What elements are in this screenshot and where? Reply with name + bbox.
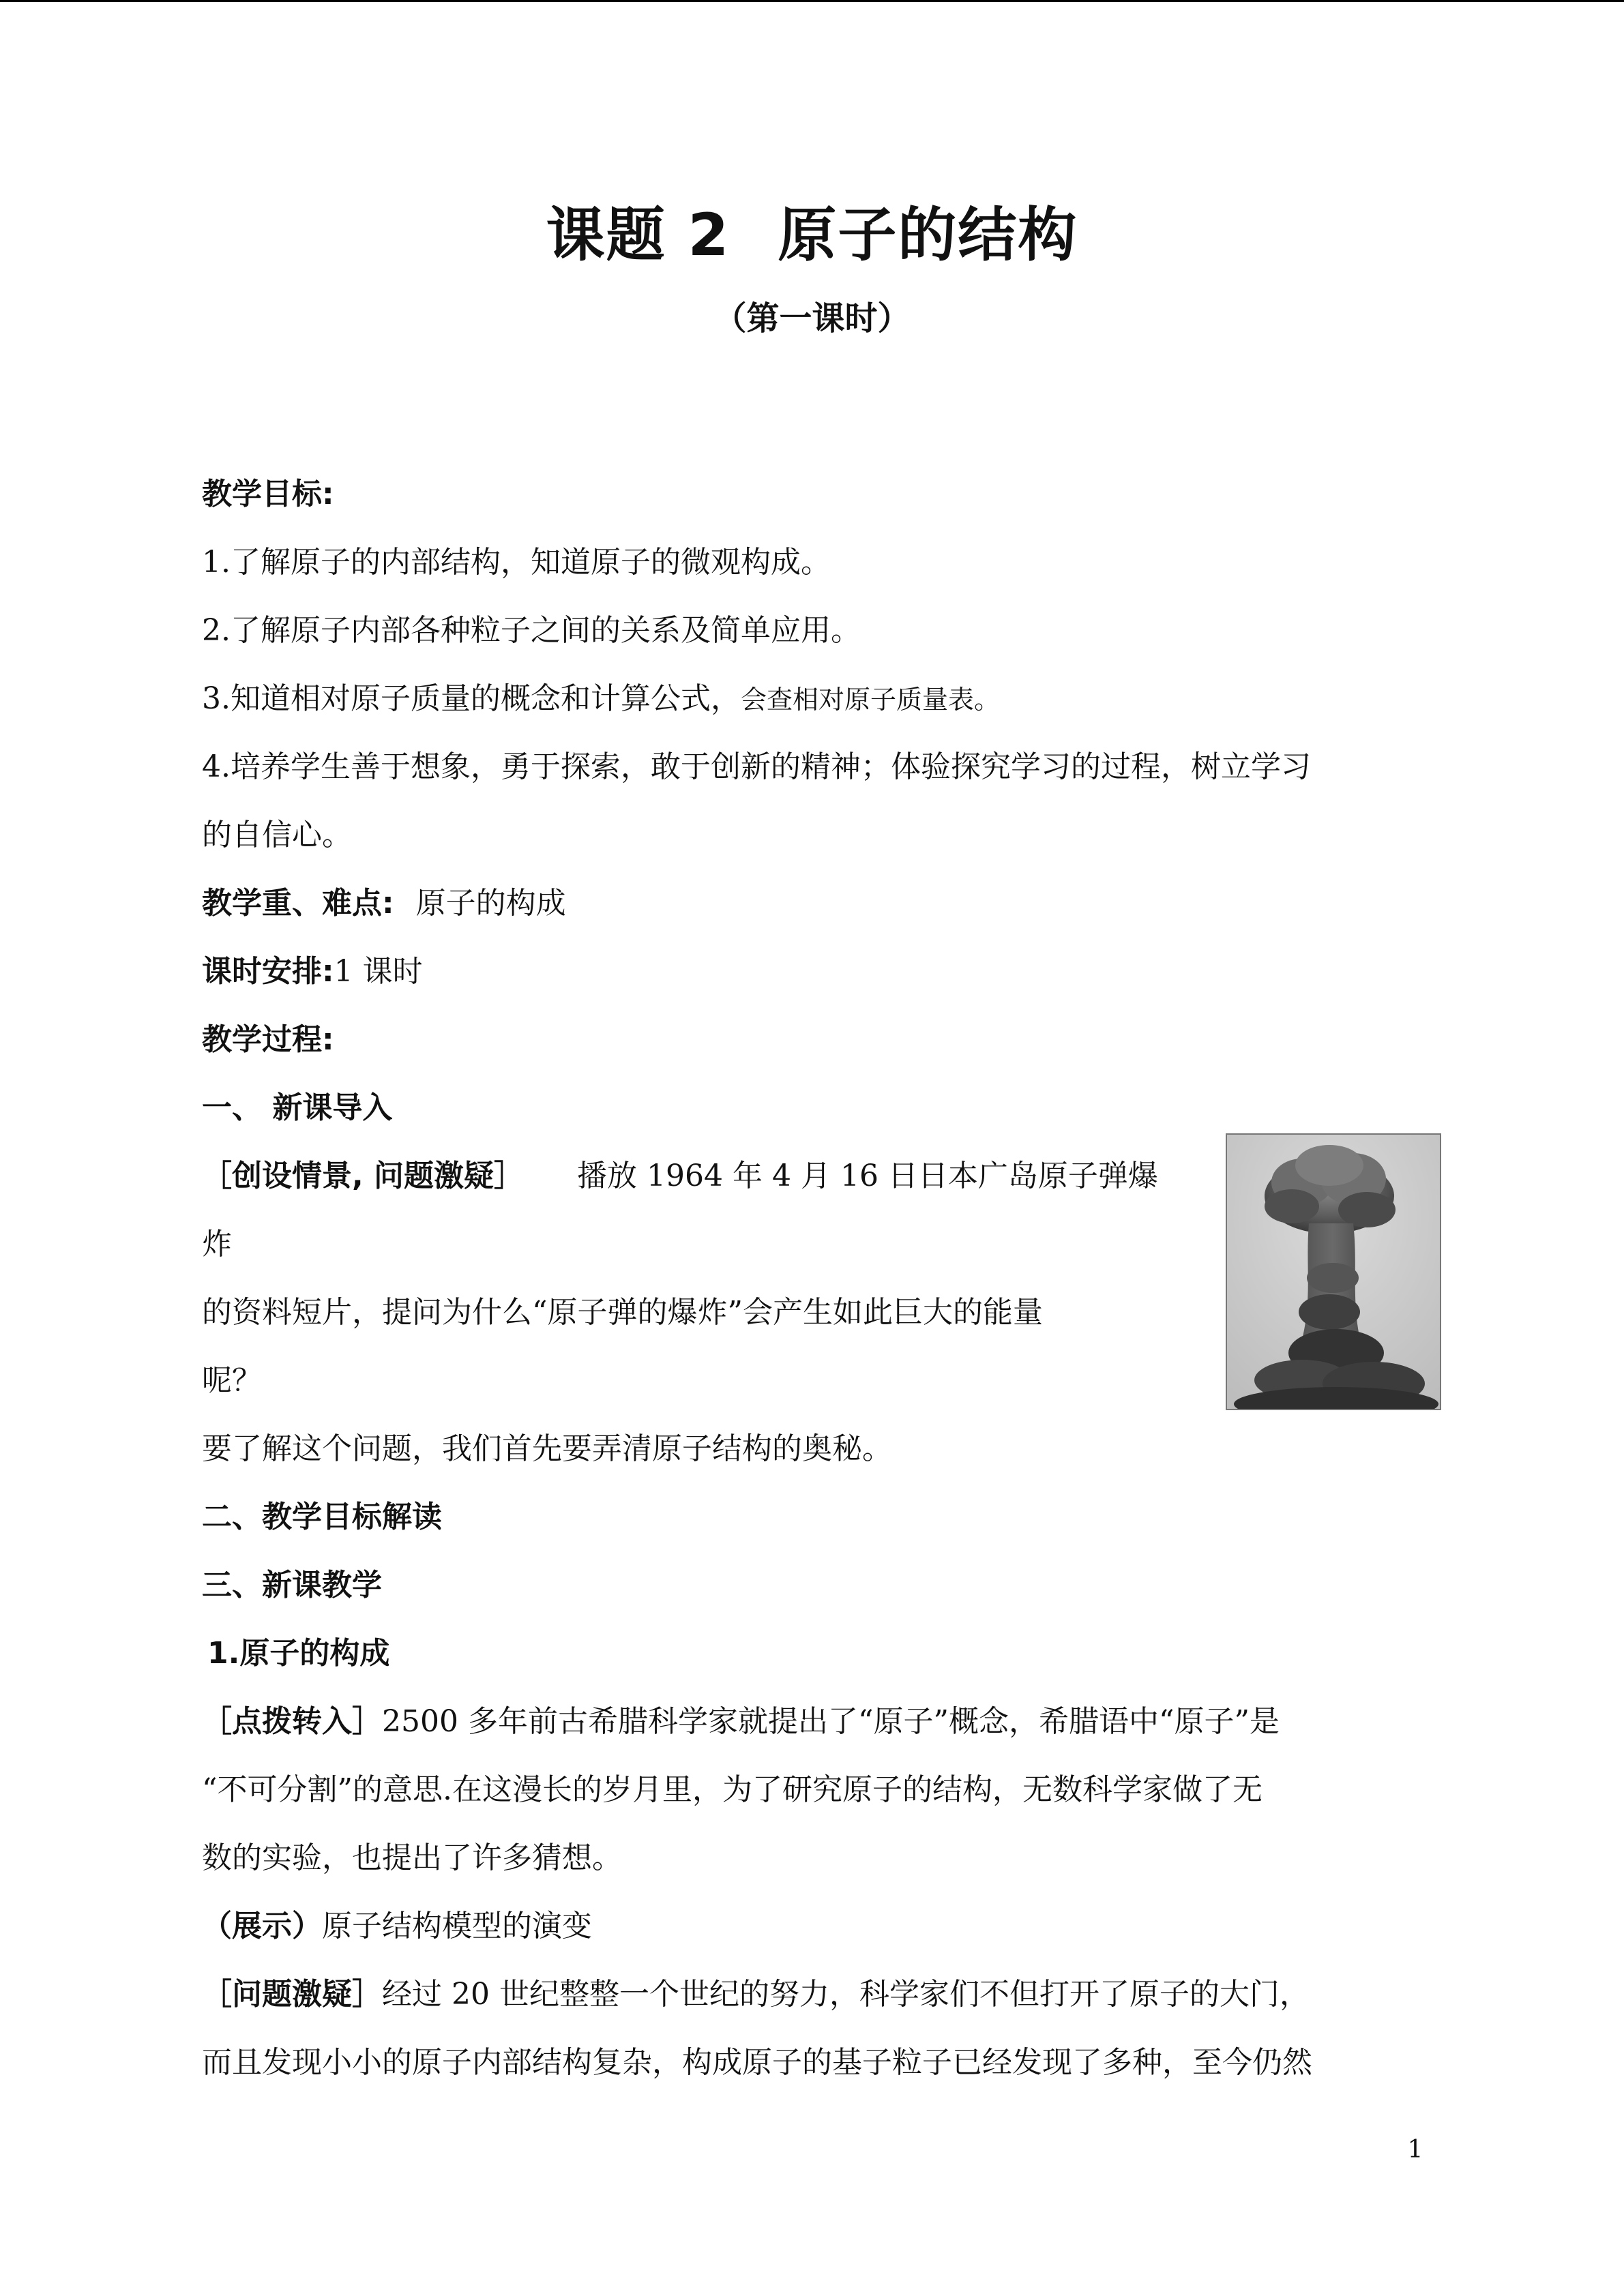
guidance-paragraph-line-1	[202, 1688, 1430, 1756]
objective-item-3-note: 会查相对原子质量表。	[740, 685, 1000, 715]
guidance-text-1: 2500 多年前古希腊科学家就提出了“原子”概念，希腊语中“原子”是	[382, 1704, 1280, 1739]
objective-item-2: 2.了解原子内部各种粒子之间的关系及简单应用。	[202, 613, 861, 648]
guidance-tag: ［点拨转入］	[202, 1704, 382, 1739]
mushroom-cloud-illustration	[1227, 1135, 1440, 1409]
subsection-atom-composition: 1.原子的构成	[207, 1636, 390, 1671]
display-tag: （展示）	[202, 1909, 322, 1943]
scenario-text-e: 要了解这个问题，我们首先要弄清原子结构的奥秘。	[202, 1431, 892, 1466]
process-heading: 教学过程:	[202, 1022, 334, 1057]
section-1-heading: 一、 新课导入	[202, 1090, 393, 1125]
scenario-text-c: 的资料短片，提问为什么“原子弹的爆炸”会产生如此巨大的能量	[202, 1295, 1043, 1330]
objective-item-4-continued: 的自信心。	[202, 818, 352, 852]
objective-item-3	[202, 665, 1430, 733]
title-part-1: 课题 2	[546, 201, 730, 269]
key-points-value: 原子的构成	[415, 886, 566, 921]
key-points-label: 教学重、难点:	[202, 886, 394, 921]
top-border-line	[0, 0, 1624, 2]
mushroom-cloud-photo	[1226, 1133, 1441, 1410]
display-row	[202, 1892, 1430, 1960]
schedule-value: 1 课时	[334, 954, 423, 989]
document-subtitle: （第一课时）	[713, 299, 911, 338]
objective-item-4: 4.培养学生善于想象，勇于探索，敢于创新的精神；体验探究学习的过程，树立学习	[202, 749, 1311, 784]
title-part-2: 原子的结构	[778, 201, 1078, 269]
key-points-row	[202, 869, 1430, 938]
objectives-heading: 教学目标:	[202, 477, 334, 511]
question-tag: ［问题激疑］	[202, 1977, 382, 2012]
section-3-heading: 三、新课教学	[202, 1568, 382, 1602]
scenario-tag: ［创设情景, 问题激疑］	[202, 1159, 525, 1193]
section-2-heading: 二、教学目标解读	[202, 1500, 442, 1534]
scenario-text-a: 播放 1964 年 4 月 16 日日本广岛原子弹爆	[577, 1159, 1158, 1193]
guidance-paragraph-line-2: “不可分割”的意思.在这漫长的岁月里，为了研究原子的结构，无数科学家做了无	[202, 1772, 1263, 1807]
page-number: 1	[1407, 2136, 1423, 2164]
question-paragraph-line-1	[202, 1960, 1430, 2029]
objective-item-3-text: 3.知道相对原子质量的概念和计算公式，	[202, 681, 741, 716]
question-paragraph-line-2: 而且发现小小的原子内部结构复杂，构成原子的基子粒子已经发现了多种，至今仍然	[202, 2045, 1312, 2080]
scenario-text-b: 炸	[202, 1227, 232, 1262]
guidance-paragraph-line-3: 数的实验，也提出了许多猜想。	[202, 1840, 622, 1875]
display-text: 原子结构模型的演变	[322, 1909, 592, 1943]
schedule-row	[202, 938, 1430, 1006]
scenario-text-d: 呢？	[202, 1363, 262, 1398]
document-title	[0, 198, 1624, 273]
question-text-1: 经过 20 世纪整整一个世纪的努力，科学家们不但打开了原子的大门，	[382, 1977, 1310, 2012]
objective-item-1: 1.了解原子的内部结构，知道原子的微观构成。	[202, 545, 831, 580]
schedule-label: 课时安排:	[202, 954, 334, 989]
